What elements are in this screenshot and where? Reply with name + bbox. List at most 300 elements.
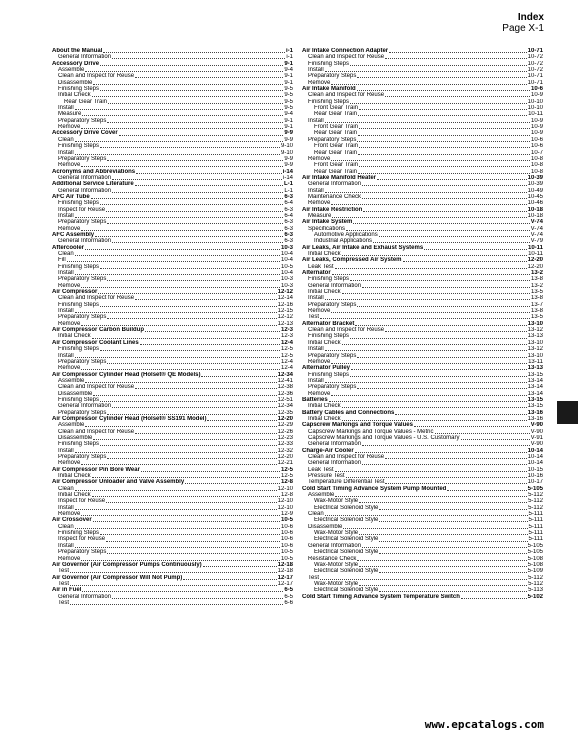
entry-page-number: 5-108 [527,561,543,568]
page-header [502,12,544,34]
dot-leader [100,534,280,535]
entry-page-number: 12-4 [280,339,293,346]
dot-leader [359,534,527,535]
dot-leader [75,154,280,155]
entry-page-number: 10-6 [530,86,543,93]
entry-label: Accessory Drive Cover [52,130,118,137]
entry-page-number: 10-6 [530,136,543,143]
entry-label: Alternator Bracket [302,320,355,327]
entry-label: Alternator Pulley [302,365,351,372]
entry-page-number: 12-51 [277,396,293,403]
entry-page-number: 10-9 [530,124,543,131]
dot-leader [355,325,526,326]
entry-label: Assemble [58,67,85,74]
entry-label: Air Crossover [52,517,92,524]
entry-page-number: 12-10 [277,504,293,511]
dot-leader [75,141,284,142]
entry-label: Finishing Steps [58,301,100,308]
dot-leader [75,509,277,510]
entry-page-number: V-90 [530,422,543,429]
entry-page-number: 13-16 [527,415,543,422]
entry-page-number: 13-5 [530,289,543,296]
entry-page-number: 6-6 [284,599,293,606]
entry-label: Initial Check [308,251,341,257]
entry-page-number: 13-15 [527,403,543,410]
entry-page-number: 12-12 [277,289,293,296]
dot-leader [106,541,280,542]
entry-label: Front Gear Train [314,124,359,131]
entry-page-number: 5-112 [528,504,543,511]
dot-leader [85,426,276,427]
entry-page-number: 13-8 [530,276,543,283]
dot-leader [112,58,285,59]
entry-label: Install [58,447,74,454]
entry-label: Initial Check [58,92,91,99]
dot-leader [91,198,284,199]
entry-page-number: 10-9 [530,92,543,99]
entry-page-number: 13-14 [527,384,543,391]
entry-page-number: 12-8 [280,479,293,486]
entry-label: Clean and Inspect for Reuse [308,454,385,460]
entry-label: Initial Check [308,339,341,346]
entry-label: Install [58,270,74,277]
entry-label: Wax-Motor Style [314,530,359,537]
entry-label: Preparatory Steps [58,219,107,226]
dot-leader [82,591,283,592]
entry-page-number: 10-6 [530,143,543,150]
entry-label: Leak Test [308,466,334,473]
page-number: Page X-1 [502,23,544,34]
dot-leader [385,458,527,459]
dot-leader [93,395,276,396]
dot-leader [331,160,530,161]
dot-leader [414,426,530,427]
entry-page-number: 5-111 [528,511,543,518]
entry-label: Front Gear Train [314,143,359,150]
entry-label: Finishing Steps [58,396,100,403]
dot-leader [100,401,277,402]
entry-label: Wax-Motor Style [314,561,359,568]
entry-label: Remove [308,358,331,365]
entry-label: Air Compressor Unloader and Valve Assembly [52,479,185,486]
entry-label: Electrical Solenoid Style [314,504,379,511]
entry-page-number: 13-15 [527,396,543,403]
entry-label: Clean and Inspect for Reuse [308,54,385,61]
entry-label: General Information [58,403,112,410]
entry-page-number: 12-12 [277,314,293,321]
dot-leader [325,122,530,123]
entry-label: Remove [308,390,331,397]
dot-leader [92,496,280,497]
dot-leader [93,84,283,85]
entry-page-number: 12-20 [527,257,543,264]
entry-label: General Information [58,187,112,194]
entry-page-number: 13-13 [527,365,543,372]
entry-label: Electrical Solenoid Style [314,549,379,556]
entry-page-number: 13-14 [527,377,543,384]
dot-leader [207,420,276,421]
entry-page-number: 13-8 [530,308,543,315]
dot-leader [362,547,527,548]
entry-page-number: 12-23 [277,434,293,441]
entry-label: Preparatory Steps [308,384,357,391]
entry-page-number: 10-3 [280,244,293,251]
dot-leader [107,160,283,161]
dot-leader [95,236,283,237]
entry-label: Clean and Inspect for Reuse [308,327,385,334]
entry-label: General Information [308,460,362,467]
entry-page-number: 10-11 [528,251,543,257]
entry-page-number: V-74 [530,225,543,232]
entry-page-number: i-14 [282,174,293,181]
entry-label: Rear Gear Train [314,111,358,118]
entry-label: Preparatory Steps [308,136,357,143]
dot-leader [82,115,283,116]
entry-label: Remove [58,555,81,562]
entry-label: Finishing Steps [308,371,350,378]
dot-leader [342,420,527,421]
index-entry-heading [302,594,543,600]
entry-label: Measure [58,111,82,118]
entry-page-number: 10-18 [527,206,543,213]
entry-page-number: 10-4 [280,270,293,277]
entry-page-number: 10-3 [280,282,293,289]
dot-leader [332,217,526,218]
dot-leader [325,382,527,383]
entry-page-number: 12-36 [277,390,293,397]
dot-leader [359,502,527,503]
dot-leader [395,414,526,415]
entry-page-number: 12-34 [277,403,293,410]
dot-leader [424,249,527,250]
dot-leader [112,192,283,193]
entry-label: Preparatory Steps [58,549,107,556]
dot-leader [359,166,530,167]
entry-label: General Information [58,238,112,245]
dot-leader [100,147,280,148]
entry-label: Disassemble [58,390,93,397]
dot-leader [75,547,280,548]
dot-leader [350,338,527,339]
entry-label: General Information [308,181,362,188]
entry-page-number: 12-4 [280,358,293,365]
entry-page-number: 10-5 [280,549,293,556]
entry-label: Finishing Steps [58,530,100,537]
dot-leader [362,445,530,446]
entry-label: Finishing Steps [58,86,100,93]
dot-leader [350,65,527,66]
dot-leader [70,604,283,605]
dot-leader [357,77,526,78]
entry-label: Install [58,308,74,315]
entry-label: Air Leaks, Air Intake and Exhaust Systems [302,244,424,251]
entry-label: Finishing Steps [308,98,350,105]
entry-page-number: 10-5 [280,517,293,524]
dot-leader [75,452,277,453]
dot-leader [81,560,280,561]
dot-leader [358,135,530,136]
entry-page-number: 13-10 [527,352,543,359]
entry-page-number: 13-11 [528,358,543,365]
index-column-left [52,48,293,606]
dot-leader [325,515,528,516]
entry-page-number: 12-35 [277,409,293,416]
entry-page-number: 10-18 [527,212,543,219]
entry-label: Assemble [58,377,85,384]
entry-label: Air in Fuel [52,587,82,594]
entry-page-number: 9-5 [284,98,293,105]
dot-leader [112,179,282,180]
entry-page-number: 10-14 [527,447,543,454]
dot-leader [331,312,530,313]
entry-label: Remove [58,124,81,131]
dot-leader [75,255,280,256]
entry-label: Finishing Steps [308,333,350,340]
entry-label: Initial Check [308,415,341,422]
dot-leader [389,52,527,53]
dot-leader [108,103,283,104]
entry-page-number: 12-14 [277,295,293,302]
entry-page-number: 13-15 [527,371,543,378]
dot-leader [385,58,527,59]
dot-leader [335,471,527,472]
entry-label: Air Governor (Air Compressor Will Not Pump) [52,574,183,581]
entry-page-number: 13-14 [527,390,543,397]
entry-label: Install [58,352,74,359]
entry-label: Acronyms and Abbreviations [52,168,136,175]
dot-leader [100,306,277,307]
entry-page-number: 9-10 [280,149,293,156]
dot-leader [357,388,526,389]
entry-page-number: 13-2 [530,282,543,289]
entry-page-number: 12-13 [277,320,293,327]
entry-page-number: i-1 [286,54,293,61]
dot-leader [135,299,277,300]
entry-label: AFC Air Tube [52,193,90,200]
entry-label: Cold Start Timing Advance System Pump Mounted [302,485,447,492]
entry-label: Finishing Steps [58,346,100,353]
entry-page-number: 10-10 [527,105,543,112]
entry-label: Inspect for Reuse [58,536,106,543]
entry-label: About the Manual [52,48,103,54]
entry-page-number: 10-11 [527,244,543,251]
entry-page-number: 6-3 [284,225,293,232]
dot-leader [385,483,526,484]
dot-leader [357,560,526,561]
entry-page-number: 9-9 [284,155,293,162]
dot-leader [331,363,527,364]
dot-leader [403,261,527,262]
dot-leader [112,598,283,599]
dot-leader [135,433,277,434]
entry-label: Clean and Inspect for Reuse [308,92,385,99]
dot-leader [331,395,526,396]
entry-label: Clean [58,485,74,492]
entry-page-number: V-74 [530,231,543,238]
entry-label: Rear Gear Train [64,98,108,105]
dot-leader [377,179,527,180]
entry-label: Accessory Drive [52,60,100,67]
entry-label: Initial Check [308,289,341,296]
entry-page-number: L-1 [284,187,293,194]
entry-page-number: 5-105 [527,485,543,492]
dot-leader [100,350,280,351]
dot-leader [350,280,530,281]
entry-label: Install [58,105,74,112]
entry-label: Aftercooler [52,244,85,251]
entry-label: Assemble [58,422,85,429]
entry-page-number: 10-46 [527,200,543,207]
entry-page-number: 10-71 [527,48,543,54]
entry-page-number: 9-1 [284,124,293,131]
entry-label: Fill [58,257,66,264]
entry-label: Install [308,67,324,74]
dot-leader [135,77,283,78]
dot-leader [145,331,280,332]
dot-leader [357,141,530,142]
entry-page-number: L-1 [284,181,293,188]
entry-page-number: 12-33 [277,441,293,448]
dot-leader [379,541,527,542]
entry-label: Test [58,568,70,575]
entry-label: Clean and Inspect for Reuse [58,73,135,80]
footer-url: www.epcatalogs.com [424,718,544,731]
entry-label: Preparatory Steps [58,155,107,162]
entry-page-number: 13-12 [527,327,543,334]
entry-page-number: 10-6 [280,530,293,537]
entry-page-number: 6-3 [284,193,293,200]
entry-label: Finishing Steps [58,263,100,270]
entry-page-number: 12-18 [277,568,293,575]
entry-page-number: 10-71 [527,73,543,80]
entry-page-number: 10-71 [527,79,543,86]
entry-page-number: 5-111 [528,517,543,524]
entry-page-number: 10-11 [528,111,543,118]
entry-label: Preparatory Steps [58,276,107,283]
entry-label: Preparatory Steps [308,301,357,308]
entry-label: Remove [58,365,81,372]
dot-leader [331,204,526,205]
dot-leader [136,173,282,174]
entry-label: Rear Gear Train [314,130,358,137]
entry-label: Capscrew Markings and Torque Values - Metric [308,428,434,435]
dot-leader [325,299,530,300]
dot-leader [362,185,527,186]
entry-page-number: 13-8 [530,295,543,302]
dot-leader [385,96,530,97]
entry-page-number: 12-29 [277,422,293,429]
entry-label: Air Intake Connection Adapter [302,48,389,54]
entry-label: Preparatory Steps [308,73,357,80]
entry-page-number: 12-34 [277,371,293,378]
entry-label: Clean [58,523,74,530]
entry-page-number: 12-38 [277,384,293,391]
entry-label: Batteries [302,396,328,403]
entry-label: Remove [58,320,81,327]
dot-leader [135,185,283,186]
dot-leader [103,52,285,53]
entry-label: Preparatory Steps [58,409,107,416]
entry-page-number: 5-112 [528,498,543,505]
entry-page-number: 9-1 [284,73,293,80]
entry-label: Remove [58,225,81,232]
entry-label: Wax-Motor Style [314,498,359,505]
dot-leader [141,471,280,472]
dot-leader [447,490,526,491]
entry-label: Additional Service Literature [52,181,134,188]
dot-leader [335,496,527,497]
entry-label: Air Governor (Air Compressor Pumps Continuously) [52,561,202,568]
entry-label: Air Compressor Carbon Buildup [52,327,145,334]
dot-leader [75,357,280,358]
entry-label: Automotive Applications [314,231,378,238]
entry-page-number: 12-5 [280,346,293,353]
entry-label: Air Intake Manifold [302,86,356,93]
dot-leader [357,306,530,307]
entry-label: Clean and Inspect for Reuse [58,295,135,302]
entry-page-number: 9-1 [284,60,293,67]
dot-leader [70,572,277,573]
section-tab-marker [557,401,578,424]
dot-leader [332,274,530,275]
dot-leader [81,325,276,326]
entry-page-number: 5-105 [527,549,543,556]
entry-label: Clean [308,511,324,518]
entry-label: Electrical Solenoid Style [314,536,379,543]
entry-page-number: 9-5 [284,92,293,99]
entry-page-number: 13-10 [527,320,543,327]
dot-leader [85,249,280,250]
dot-leader [81,515,280,516]
dot-leader [357,90,530,91]
entry-label: Assemble [308,492,335,499]
entry-label: Finishing Steps [308,276,350,283]
entry-page-number: 12-3 [280,333,293,340]
dot-leader [325,71,527,72]
dot-leader [379,509,527,510]
entry-label: Finishing Steps [58,441,100,448]
entry-page-number: 10-49 [527,187,543,194]
entry-label: Initial Check [308,403,341,410]
dot-leader [75,274,280,275]
dot-leader [379,236,530,237]
entry-page-number: 12-5 [280,352,293,359]
entry-label: Leak Test [308,263,334,270]
dot-leader [100,65,283,66]
entry-page-number: 13-13 [527,333,543,340]
dot-leader [98,293,276,294]
entry-label: Test [58,599,70,606]
dot-leader [100,204,283,205]
entry-page-number: 9-1 [284,117,293,124]
entry-page-number: 12-5 [280,466,293,473]
entry-page-number: 6-5 [284,587,293,594]
entry-page-number: 12-26 [277,428,293,435]
dot-leader [107,553,280,554]
entry-page-number: 10-3 [280,276,293,283]
entry-label: Preparatory Steps [58,117,107,124]
entry-label: Electrical Solenoid Style [314,517,379,524]
dot-leader [107,414,276,415]
entry-page-number: 9-4 [284,67,293,74]
dot-leader [140,344,280,345]
dot-leader [461,598,527,599]
entry-page-number: 5-111 [528,530,543,537]
entry-label: Inspect for Reuse [58,206,106,213]
entry-page-number: 10-15 [527,466,543,473]
dot-leader [100,90,283,91]
entry-page-number: 5-108 [527,555,543,562]
